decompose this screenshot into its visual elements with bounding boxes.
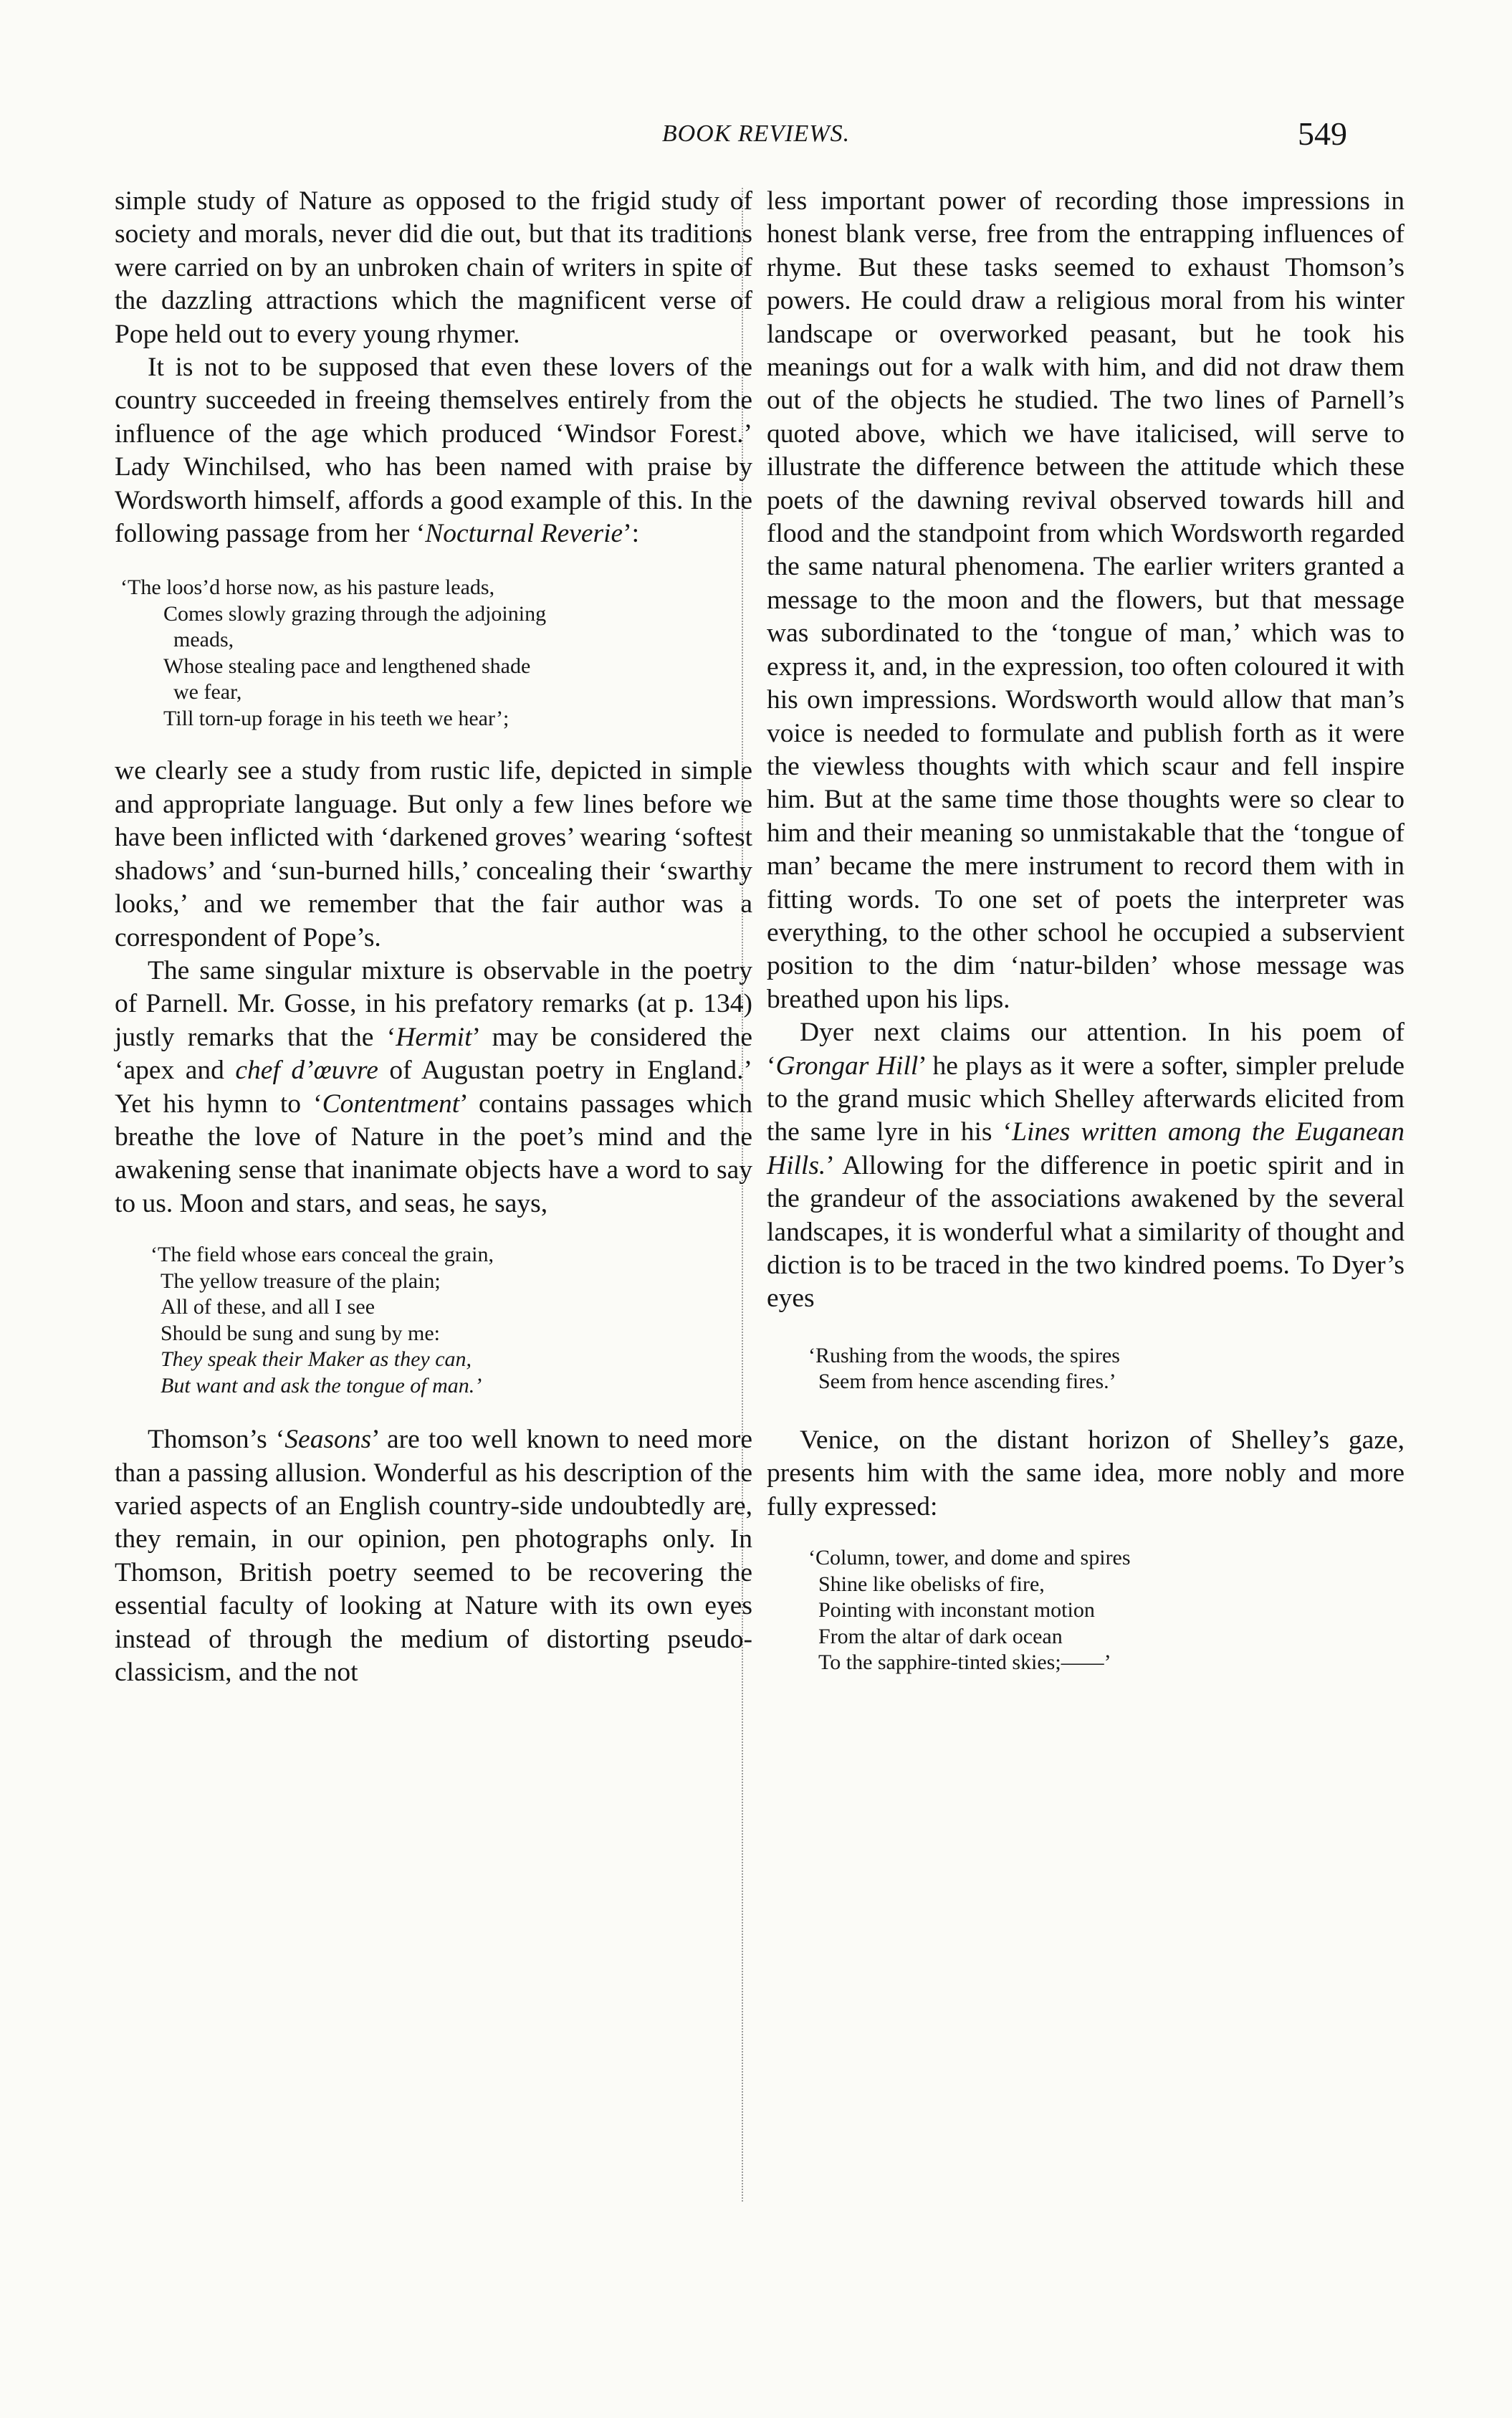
verse-line: Till torn-up forage in his teeth we hear’; xyxy=(163,706,509,730)
verse-line: But want and ask the tongue of man.’ xyxy=(161,1373,482,1397)
left-column xyxy=(115,185,752,1689)
page-header xyxy=(0,115,1512,158)
verse-line: All of these, and all I see xyxy=(161,1295,375,1319)
verse-line: Shine like obelisks of fire, xyxy=(818,1572,1045,1596)
paragraph: It is not to be supposed that even these lovers of the country succeeded in freeing themselves entirely from the influence of the age which produced ‘Windsor Forest.’ Lady Winchilsed, who has been named with praise by Wordsworth himself, affords a good example of this. In the following passage from her ‘Nocturnal Reverie’: xyxy=(115,353,752,549)
page-number: 549 xyxy=(1298,115,1347,152)
verse-line: From the altar of dark ocean xyxy=(818,1624,1063,1648)
paragraph: simple study of Nature as opposed to the frigid study of society and morals, never did die out, but that its traditions were carried on by an unbroken chain of writers in spite of the dazzling attractions which the magnificent verse of Pope held out to every young rhymer. xyxy=(115,186,752,349)
paragraph: Thomson’s ‘Seasons’ are too well known to need more than a passing allusion. Wonderful as his description of the varied aspects of an English country-side undoubtedly are, they remain, in our opinion, pen photographs only. In Thomson, British poetry seemed to be recovering the essential faculty of looking at Nature with its own eyes instead of through the medium of distorting pseudo-classicism, and the not xyxy=(115,1425,752,1687)
verse-block xyxy=(150,1242,752,1399)
verse-line: we fear, xyxy=(173,680,242,704)
verse-line: Comes slowly grazing through the adjoining xyxy=(163,601,547,626)
verse-line: meads, xyxy=(173,628,234,652)
verse-line: Should be sung and sung by me: xyxy=(161,1321,440,1345)
verse-line: They speak their Maker as they can, xyxy=(161,1347,472,1372)
verse-block xyxy=(808,1545,1405,1676)
verse-line: ‘Column, tower, and dome and spires xyxy=(808,1546,1131,1570)
right-column xyxy=(767,185,1405,1676)
verse-line: Pointing with inconstant motion xyxy=(818,1598,1095,1623)
paragraph: we clearly see a study from rustic life, depicted in simple and appropriate language. But only a few lines before we have been inflicted with ‘darkened groves’ wearing ‘softest shadows’ and ‘sun-burned hills,’ concealing their ‘swarthy looks,’ and we remember that the fair author was a correspondent of Pope’s. xyxy=(115,756,752,952)
verse-block xyxy=(808,1343,1405,1395)
paragraph: Dyer next claims our attention. In his poem of ‘Grongar Hill’ he plays as it were a softer, simpler prelude to the grand music which Shelley afterwards elicited from the same lyre in his ‘Lines written among the Euganean Hills.’ Allowing for the difference in poetic spirit and in the grandeur of the associations awakened by the several landscapes, it is wonderful what a similarity of thought and diction is to be traced in the two kindred poems. To Dyer’s eyes xyxy=(767,1018,1405,1314)
verse-line: Whose stealing pace and lengthened shade xyxy=(163,654,531,678)
verse-line: ‘The field whose ears conceal the grain, xyxy=(150,1243,494,1267)
verse-line: ‘Rushing from the woods, the spires xyxy=(808,1343,1120,1367)
verse-block xyxy=(120,575,752,732)
paragraph: The same singular mixture is observable in the poetry of Parnell. Mr. Gosse, in his prefatory remarks (at p. 134) justly remarks that the ‘Hermit’ may be considered the ‘apex and chef d’œuvre of Augustan poetry in England.’ Yet his hymn to ‘Contentment’ contains passages which breathe the love of Nature in the poet’s mind and the awakening sense that inanimate objects have a word to say to us. Moon and stars, and seas, he says, xyxy=(115,955,752,1218)
verse-line: ‘The loos’d horse now, as his pasture leads, xyxy=(120,575,495,600)
paragraph: less important power of recording those impressions in honest blank verse, free from the entrapping influences of rhyme. But these tasks seemed to exhaust Thomson’s powers. He could draw a religious moral from his winter landscape or overworked peasant, but he took his meanings out for a walk with him, and did not draw them out of the objects he studied. The two lines of Parnell’s quoted above, which we have italicised, will serve to illustrate the difference between the attitude which these poets of the dawning revival observed towards hill and flood and the standpoint from which Wordsworth regarded the same natural phenomena. The earlier writers granted a message to the moon and the flowers, but that message was subordinated to the ‘tongue of man,’ which was to express it, and, in the expression, too often coloured it with his own impressions. Wordsworth would allow that man’s voice is needed to formulate and publish forth as it were the viewless thoughts with which scaur and fell inspire him. But at the same time those thoughts were so clear to him and their meaning so unmistakable that the ‘tongue of man’ became the mere instrument to record them with in fitting words. To one set of poets the interpreter was everything, to the other school he occupied a subservient position to the dim ‘natur-bilden’ whose message was breathed upon his lips. xyxy=(767,186,1405,1014)
verse-line: Seem from hence ascending fires.’ xyxy=(818,1370,1116,1394)
verse-line: The yellow treasure of the plain; xyxy=(161,1268,441,1293)
verse-line: To the sapphire-tinted skies;——’ xyxy=(818,1650,1111,1675)
running-head: BOOK REVIEWS. xyxy=(661,120,851,147)
paragraph: Venice, on the distant horizon of Shelley’s gaze, presents him with the same idea, more nobly and more fully expressed: xyxy=(767,1425,1405,1521)
